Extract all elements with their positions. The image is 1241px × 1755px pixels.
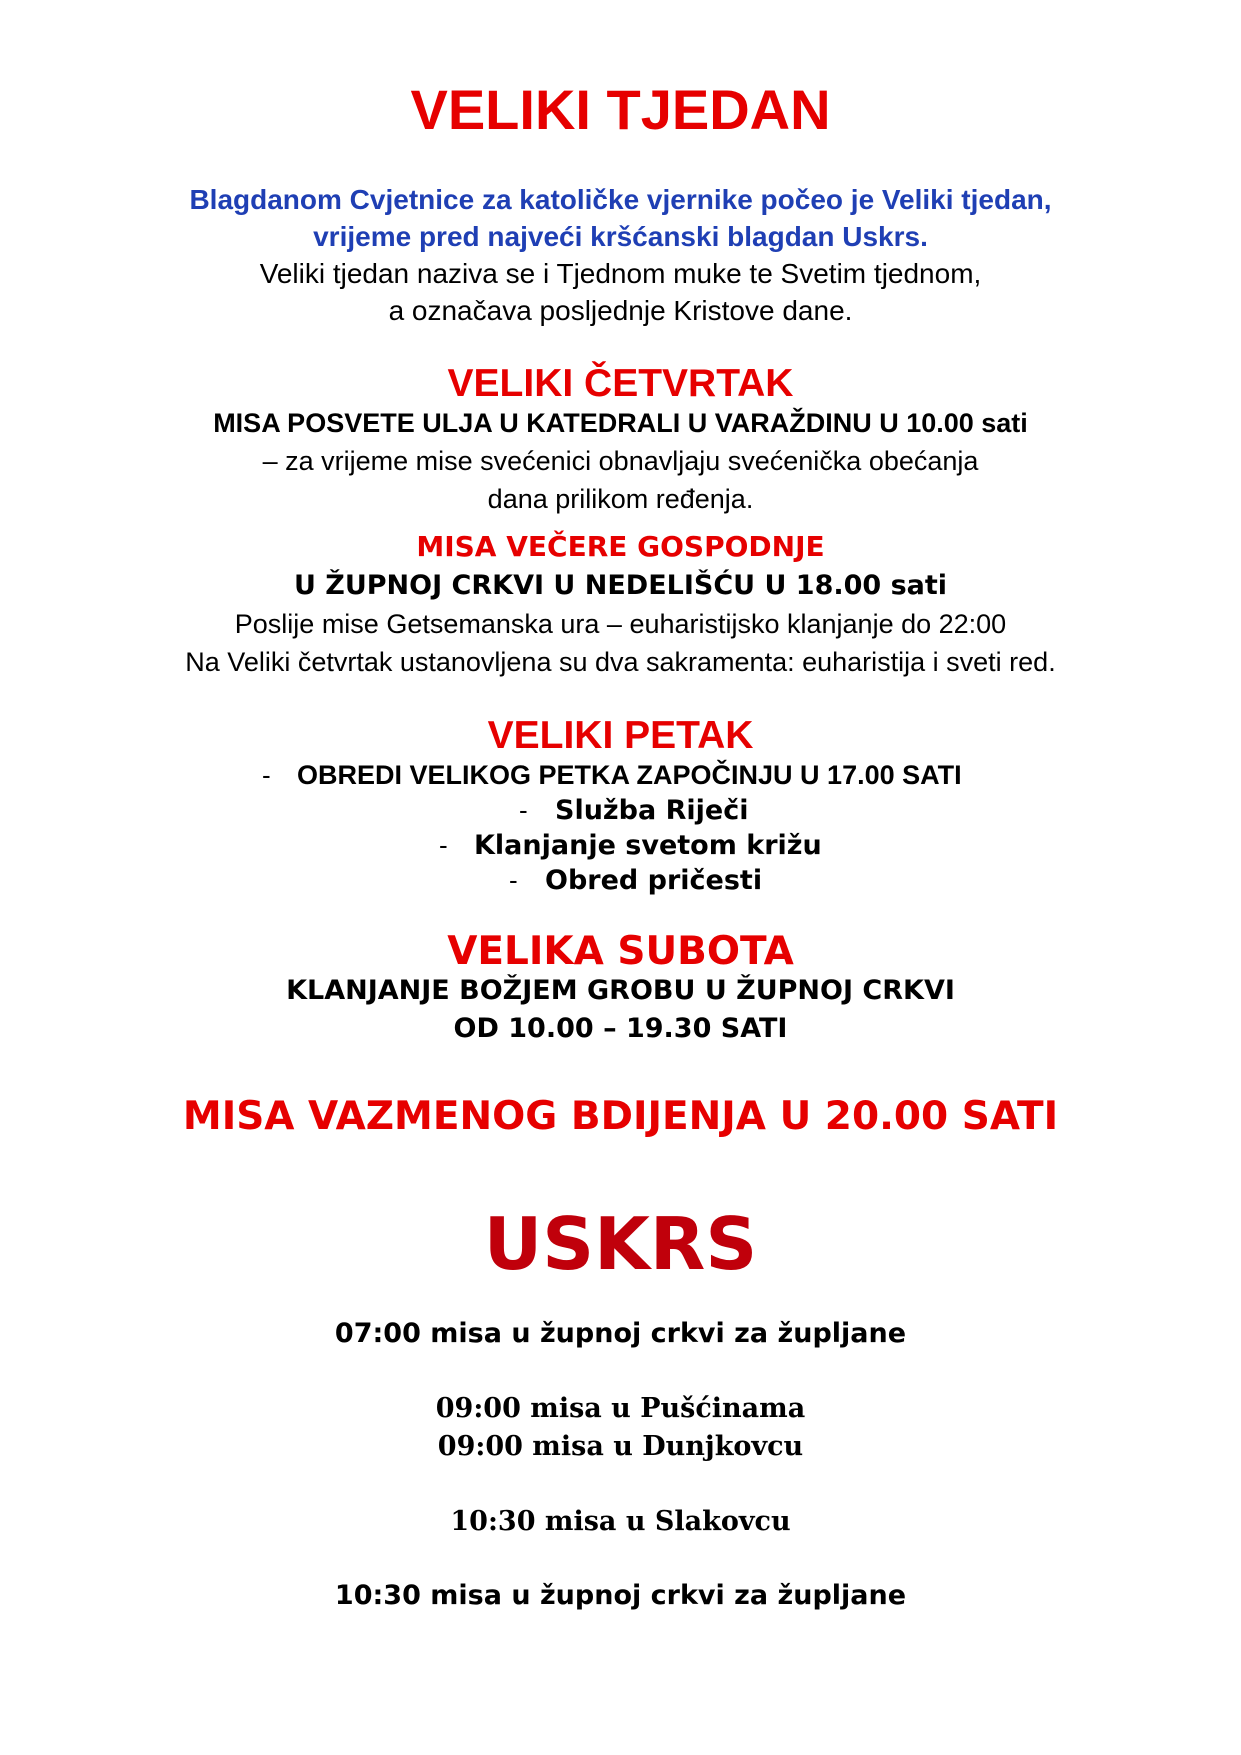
intro-line-3: Veliki tjedan naziva se i Tjednom muke te Svetim tjednom, (259, 258, 982, 289)
saturday-line-1: KLANJANJE BOŽJEM GROBU U ŽUPNOJ CRKVI (286, 975, 955, 1006)
thursday-desc-4: Na Veliki četvrtak ustanovljena su dva sakramenta: euharistija i sveti red. (185, 647, 1056, 677)
list-item (0, 797, 1241, 831)
easter-mass-5: 10:30 misa u župnoj crkvi za župljane (334, 1580, 907, 1611)
thursday-desc-1: – za vrijeme mise svećenici obnavljaju svećenička obećanja (262, 446, 979, 476)
page-title: VELIKI TJEDAN (410, 78, 831, 141)
thursday-mass-2: U ŽUPNOJ CRKVI U NEDELIŠĆU U 18.00 sati (293, 570, 948, 601)
thursday-sub-heading: MISA VEČERE GOSPODNJE (416, 530, 825, 563)
list-item-text: OBREDI VELIKOG PETKA ZAPOČINJU U 17.00 SATI (297, 760, 962, 790)
list-dash: - (439, 830, 448, 860)
list-dash: - (509, 865, 518, 895)
easter-mass-1: 07:00 misa u župnoj crkvi za župljane (334, 1318, 907, 1349)
thursday-mass-1: MISA POSVETE ULJA U KATEDRALI U VARAŽDINU U 10.00 sati (213, 408, 1028, 438)
list-item-text: Služba Riječi (555, 795, 749, 826)
list-item-text: Klanjanje svetom križu (474, 830, 822, 861)
vigil-mass: MISA VAZMENOG BDIJENJA U 20.00 SATI (182, 1094, 1059, 1139)
thursday-desc-3: Poslije mise Getsemanska ura – euharistijsko klanjanje do 22:00 (234, 609, 1007, 639)
easter-mass-3: 09:00 misa u Dunjkovcu (437, 1431, 804, 1462)
easter-heading: USKRS (483, 1202, 758, 1286)
list-item (0, 832, 1241, 866)
intro-line-4: a označava posljednje Kristove dane. (388, 295, 853, 326)
list-item (0, 762, 1241, 796)
list-dash: - (262, 760, 271, 790)
thursday-desc-2: dana prilikom ređenja. (487, 484, 754, 514)
saturday-heading: VELIKA SUBOTA (447, 929, 794, 974)
list-item (0, 867, 1241, 901)
easter-mass-2: 09:00 misa u Pušćinama (435, 1393, 806, 1424)
friday-heading: VELIKI PETAK (487, 714, 754, 757)
list-item-text: Obred pričesti (545, 865, 763, 896)
thursday-heading: VELIKI ČETVRTAK (447, 362, 794, 405)
intro-blue-line-1: Blagdanom Cvjetnice za katoličke vjernike počeo je Veliki tjedan, (189, 184, 1052, 215)
intro-blue-line-2: vrijeme pred najveći kršćanski blagdan Uskrs. (313, 221, 928, 252)
easter-mass-4: 10:30 misa u Slakovcu (450, 1506, 791, 1537)
list-dash: - (519, 795, 528, 825)
saturday-line-2: OD 10.00 – 19.30 SATI (453, 1013, 788, 1044)
